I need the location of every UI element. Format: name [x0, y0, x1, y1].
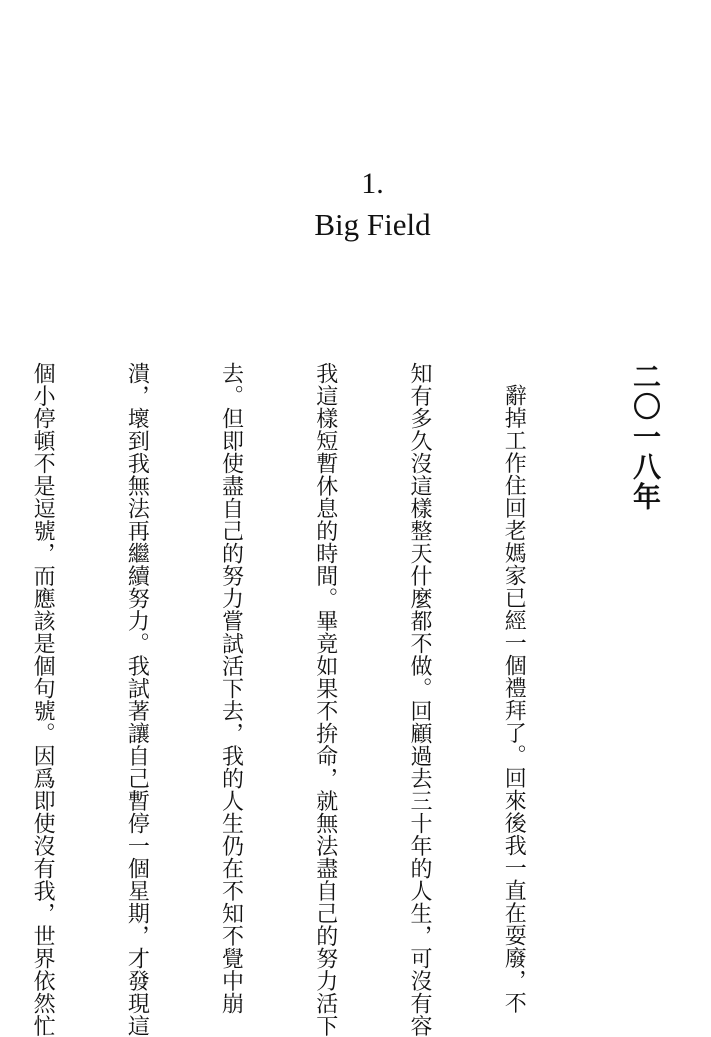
chapter-title: Big Field	[314, 207, 431, 242]
text-line: 我這樣短暫休息的時間。畢竟如果不拚命，就無法盡自己的努力活下	[312, 362, 338, 1037]
text-line: 個小停頓不是逗號，而應該是個句號。因爲即使沒有我，世界依然忙	[30, 362, 56, 1037]
text-line: 辭掉工作住回老媽家已經一個禮拜了。回來後我一直在耍廢，不	[501, 384, 527, 1014]
chapter-number: 1.	[361, 167, 384, 200]
text-line: 知有多久沒這樣整天什麼都不做。回顧過去三十年的人生，可沒有容	[406, 362, 432, 1037]
body-text	[0, 362, 592, 1037]
year-heading: 二〇一八年	[629, 362, 662, 512]
text-line: 潰，壞到我無法再繼續努力。我試著讓自己暫停一個星期，才發現這	[124, 362, 150, 1037]
text-line: 去。但即使盡自己的努力嘗試活下去，我的人生仍在不知不覺中崩	[218, 362, 244, 1015]
